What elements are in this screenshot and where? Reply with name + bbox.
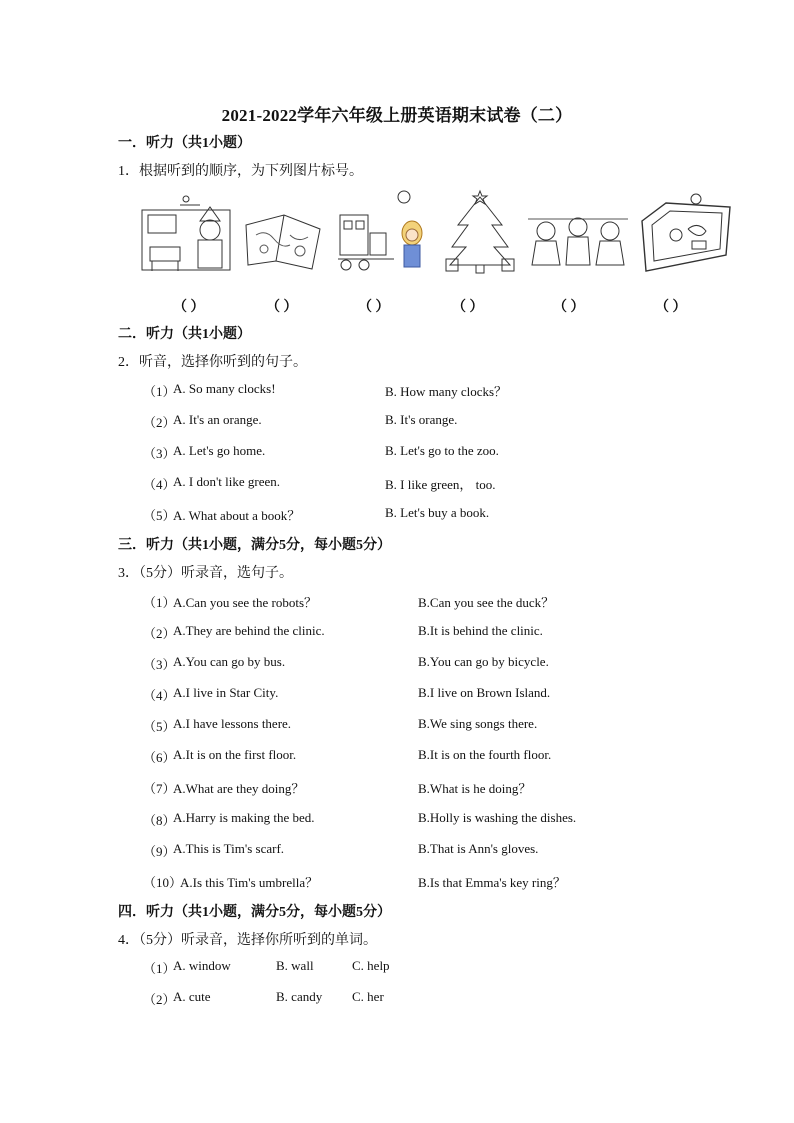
option-b[interactable]: B.We sing songs there. — [418, 716, 538, 731]
option-b[interactable]: B. Let's buy a book. — [385, 505, 490, 520]
page-title: 2021-2022学年六年级上册英语期末试卷（二） — [221, 106, 573, 125]
classroom-robot-illustration — [140, 185, 232, 275]
item-number: （2） — [143, 626, 176, 641]
option-b[interactable]: B. It's orange. — [385, 412, 458, 427]
option-c[interactable]: C. help — [352, 958, 390, 973]
option-a[interactable]: A.This is Tim's scarf. — [173, 841, 285, 856]
option-b[interactable]: B.It is on the fourth floor. — [418, 747, 552, 762]
item-number: （3） — [143, 446, 176, 461]
option-a[interactable]: A.You can go by bus. — [173, 654, 286, 669]
item-number: （3） — [143, 657, 176, 672]
section-1-heading: 一．听力（共1小题） — [118, 136, 251, 151]
option-a[interactable]: A. window — [173, 958, 231, 973]
option-b[interactable]: B. wall — [276, 958, 314, 973]
item-number: （6） — [143, 750, 176, 765]
option-b[interactable]: B.That is Ann's gloves. — [418, 841, 539, 856]
question-1-prompt: 1．根据听到的顺序，为下列图片标号。 — [118, 164, 363, 179]
item-number: （1） — [143, 961, 176, 976]
christmas-tree-illustration — [440, 185, 520, 275]
town-girl-illustration — [334, 185, 430, 275]
item-number: （10） — [143, 875, 183, 890]
map-illustration — [240, 185, 326, 275]
box-of-toys-illustration — [636, 185, 734, 275]
answer-blank[interactable]: （ ） — [655, 300, 687, 315]
option-b[interactable]: B.Is that Emma's key ring？ — [418, 875, 566, 890]
item-number: （9） — [143, 844, 176, 859]
answer-blank[interactable]: （ ） — [452, 300, 484, 315]
question-2-prompt: 2．听音，选择你听到的句子。 — [118, 355, 307, 370]
option-b[interactable]: B.Can you see the duck？ — [418, 595, 555, 610]
option-a[interactable]: A. Let's go home. — [173, 443, 266, 458]
option-b[interactable]: B. I like green， too. — [385, 477, 496, 492]
item-number: （1） — [143, 384, 176, 399]
option-b[interactable]: B.I live on Brown Island. — [418, 685, 551, 700]
item-number: （5） — [143, 719, 176, 734]
item-number: （2） — [143, 415, 176, 430]
option-b[interactable]: B.What is he doing？ — [418, 781, 532, 796]
option-a[interactable]: A. cute — [173, 989, 211, 1004]
item-number: （2） — [143, 992, 176, 1007]
option-a[interactable]: A. What about a book？ — [173, 508, 301, 523]
option-b[interactable]: B. How many clocks？ — [385, 384, 508, 399]
section-3-heading: 三．听力（共1小题，满分5分，每小题5分） — [118, 538, 391, 553]
option-a[interactable]: A.What are they doing？ — [173, 781, 305, 796]
option-a[interactable]: A.Can you see the robots？ — [173, 595, 318, 610]
option-b[interactable]: B. candy — [276, 989, 323, 1004]
answer-blank[interactable]: （ ） — [266, 300, 298, 315]
item-number: （1） — [143, 595, 176, 610]
answer-blank[interactable]: （ ） — [553, 300, 585, 315]
option-a[interactable]: A.It is on the first floor. — [173, 747, 297, 762]
item-number: （8） — [143, 813, 176, 828]
three-children-illustration — [526, 185, 630, 275]
item-number: （5） — [143, 508, 176, 523]
option-a[interactable]: A.Harry is making the bed. — [173, 810, 315, 825]
item-number: （7） — [143, 781, 176, 796]
question-4-prompt: 4．（5分）听录音，选择你所听到的单词。 — [118, 933, 377, 948]
option-a[interactable]: A.They are behind the clinic. — [173, 623, 325, 638]
option-b[interactable]: B.You can go by bicycle. — [418, 654, 549, 669]
option-a[interactable]: A. So many clocks! — [173, 381, 276, 396]
section-2-heading: 二．听力（共1小题） — [118, 327, 251, 342]
answer-blank[interactable]: （ ） — [358, 300, 390, 315]
option-b[interactable]: B.Holly is washing the dishes. — [418, 810, 577, 825]
option-c[interactable]: C. her — [352, 989, 384, 1004]
option-a[interactable]: A.I have lessons there. — [173, 716, 292, 731]
option-b[interactable]: B.It is behind the clinic. — [418, 623, 543, 638]
question-3-prompt: 3．（5分）听录音，选句子。 — [118, 566, 293, 581]
item-number: （4） — [143, 688, 176, 703]
item-number: （4） — [143, 477, 176, 492]
option-a[interactable]: A. I don't like green. — [173, 474, 281, 489]
option-a[interactable]: A. It's an orange. — [173, 412, 262, 427]
option-b[interactable]: B. Let's go to the zoo. — [385, 443, 499, 458]
answer-blank[interactable]: （ ） — [173, 300, 205, 315]
section-4-heading: 四．听力（共1小题，满分5分，每小题5分） — [118, 905, 391, 920]
option-a[interactable]: A.Is this Tim's umbrella？ — [180, 875, 319, 890]
option-a[interactable]: A.I live in Star City. — [173, 685, 279, 700]
